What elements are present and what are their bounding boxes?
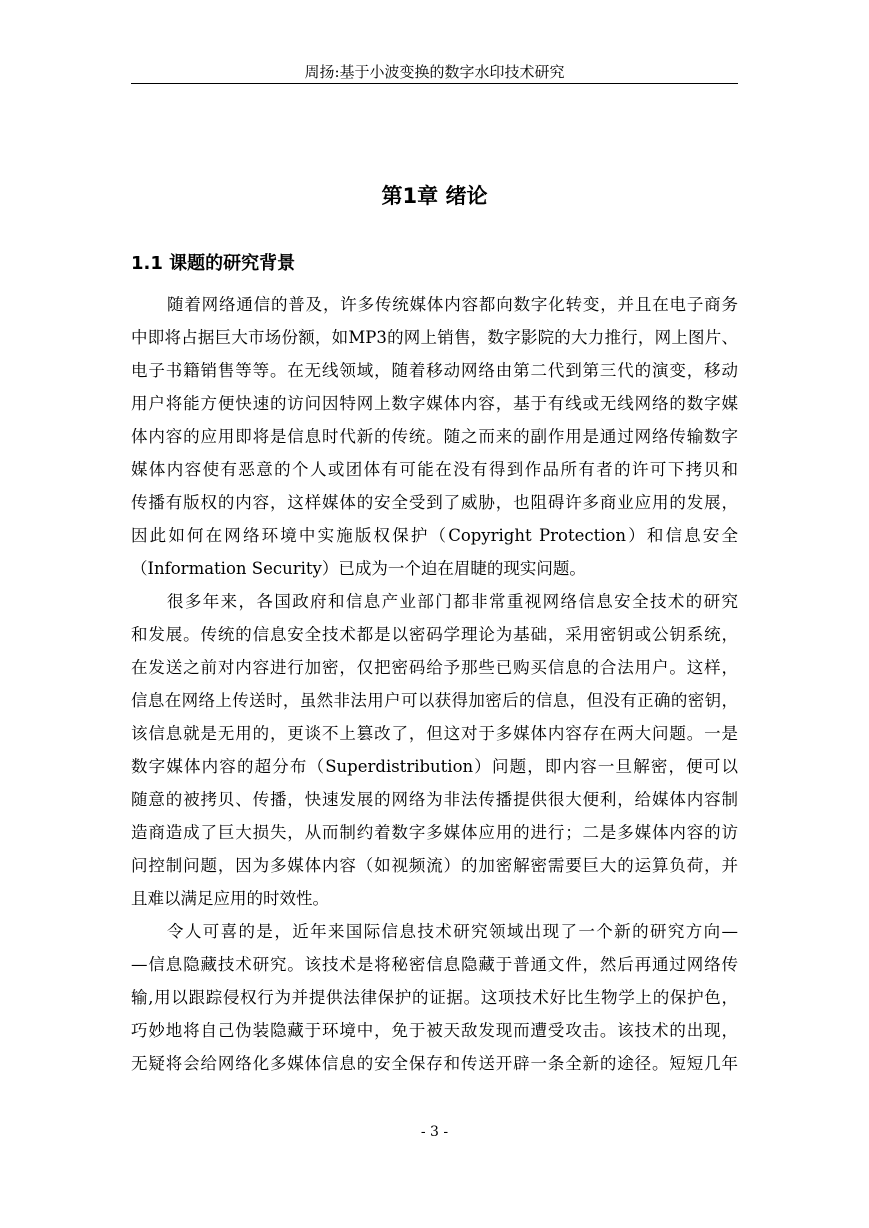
- paragraph-3: [131, 915, 738, 1080]
- text-line: 传播有版权的内容，这样媒体的安全受到了威胁，也阻碍许多商业应用的发展，: [131, 493, 738, 512]
- chapter-title: 第1章 绪论: [381, 184, 488, 208]
- section-heading: 1.1 课题的研究背景: [131, 253, 296, 274]
- text-line: 媒体内容使有恶意的个人或团体有可能在没有得到作品所有者的许可下拷贝和: [131, 460, 738, 479]
- text-line: 该信息就是无用的，更谈不上篡改了，但这对于多媒体内容存在两大问题。一是: [131, 724, 738, 743]
- text-line: 很多年来，各国政府和信息产业部门都非常重视网络信息安全技术的研究: [167, 592, 738, 611]
- text-line: 令人可喜的是，近年来国际信息技术研究领域出现了一个新的研究方向—: [167, 922, 738, 941]
- text-line: —信息隐藏技术研究。该技术是将秘密信息隐藏于普通文件，然后再通过网络传: [131, 955, 738, 974]
- text-line: 数字媒体内容的超分布（Superdistribution）问题，即内容一旦解密，便可以: [131, 757, 738, 776]
- text-line: 信息在网络上传送时，虽然非法用户可以获得加密后的信息，但没有正确的密钥，: [131, 691, 738, 710]
- text-line: 随着网络通信的普及，许多传统媒体内容都向数字化转变，并且在电子商务: [167, 295, 738, 314]
- text-line: 随意的被拷贝、传播，快速发展的网络为非法传播提供很大便利，给媒体内容制: [131, 790, 738, 809]
- text-line: （Information Security）已成为一个迫在眉睫的现实问题。: [131, 559, 586, 578]
- text-line: 在发送之前对内容进行加密，仅把密码给予那些已购买信息的合法用户。这样，: [131, 658, 738, 677]
- text-line: 问控制问题，因为多媒体内容（如视频流）的加密解密需要巨大的运算负荷，并: [131, 856, 738, 875]
- text-line: 电子书籍销售等等。在无线领域，随着移动网络由第二代到第三代的演变，移动: [131, 361, 738, 380]
- page-number: - 3 -: [420, 1124, 449, 1140]
- paragraph-2: [131, 585, 738, 915]
- text-line: 因此如何在网络环境中实施版权保护（Copyright Protection）和信息安全: [131, 526, 738, 545]
- text-line: 且难以满足应用的时效性。: [131, 889, 329, 908]
- text-line: 中即将占据巨大市场份额，如MP3的网上销售，数字影院的大力推行，网上图片、: [131, 328, 738, 347]
- text-line: 用户将能方便快速的访问因特网上数字媒体内容，基于有线或无线网络的数字媒: [131, 394, 738, 413]
- running-header: 周扬:基于小波变换的数字水印技术研究: [304, 63, 565, 81]
- text-line: 输,用以跟踪侵权行为并提供法律保护的证据。这项技术好比生物学上的保护色，: [131, 988, 738, 1007]
- header-rule: [131, 83, 738, 84]
- text-line: 和发展。传统的信息安全技术都是以密码学理论为基础，采用密钥或公钥系统，: [131, 625, 738, 644]
- body-text: [131, 288, 738, 1080]
- text-line: 体内容的应用即将是信息时代新的传统。随之而来的副作用是通过网络传输数字: [131, 427, 738, 446]
- text-line: 造商造成了巨大损失，从而制约着数字多媒体应用的进行；二是多媒体内容的访: [131, 823, 738, 842]
- paragraph-1: [131, 288, 738, 585]
- text-line: 巧妙地将自己伪装隐藏于环境中，免于被天敌发现而遭受攻击。该技术的出现，: [131, 1021, 738, 1040]
- text-line: 无疑将会给网络化多媒体信息的安全保存和传送开辟一条全新的途径。短短几年: [131, 1054, 738, 1073]
